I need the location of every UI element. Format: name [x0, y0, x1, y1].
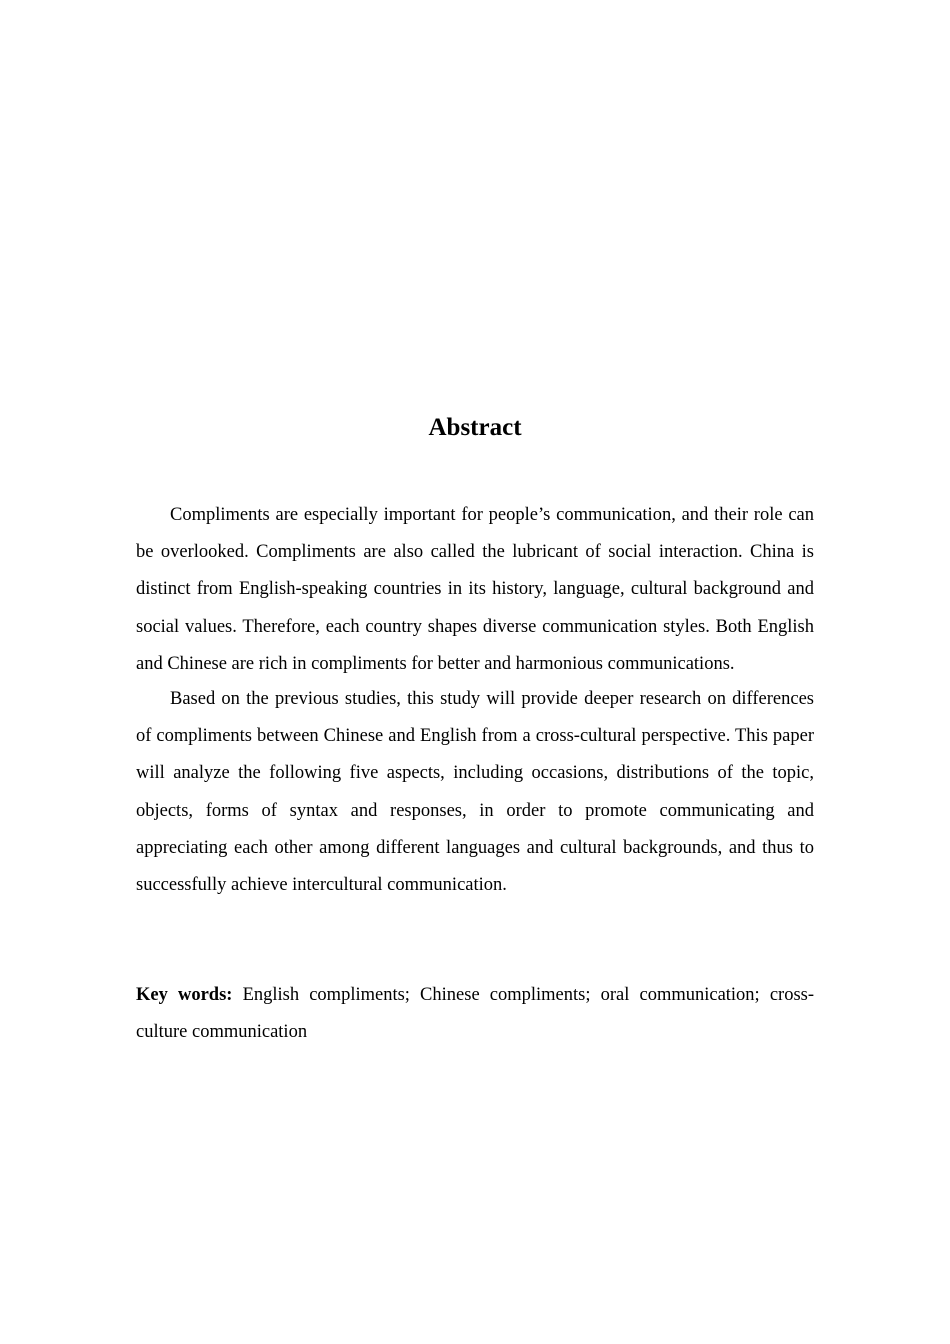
keywords-line [136, 977, 814, 1051]
abstract-paragraph-2: Based on the previous studies, this study will provide deeper research on differences of compliments between Chinese and English from a cross-cultural perspective. This paper will analyze the following five aspects, including occasions, distributions of the topic, objects, forms of syntax and responses, in order to promote communicating and appreciating each other among different languages and cultural backgrounds, and thus to successfully achieve intercultural communication. [136, 689, 814, 896]
abstract-title: Abstract [428, 414, 522, 441]
abstract-paragraph-1: Compliments are especially important for people’s communication, and their role can be overlooked. Compliments are also called the lubricant of social interaction. China is distinct from English-speaking countries in its history, language, cultural background and social values. Therefore, each country shapes diverse communication styles. Both English and Chinese are rich in compliments for better and harmonious communications. [136, 505, 814, 674]
abstract-body [136, 497, 814, 904]
keywords-label: Key words: [136, 985, 233, 1005]
keywords-text: English compliments; Chinese compliments; oral communication; cross-culture communication [136, 985, 815, 1043]
